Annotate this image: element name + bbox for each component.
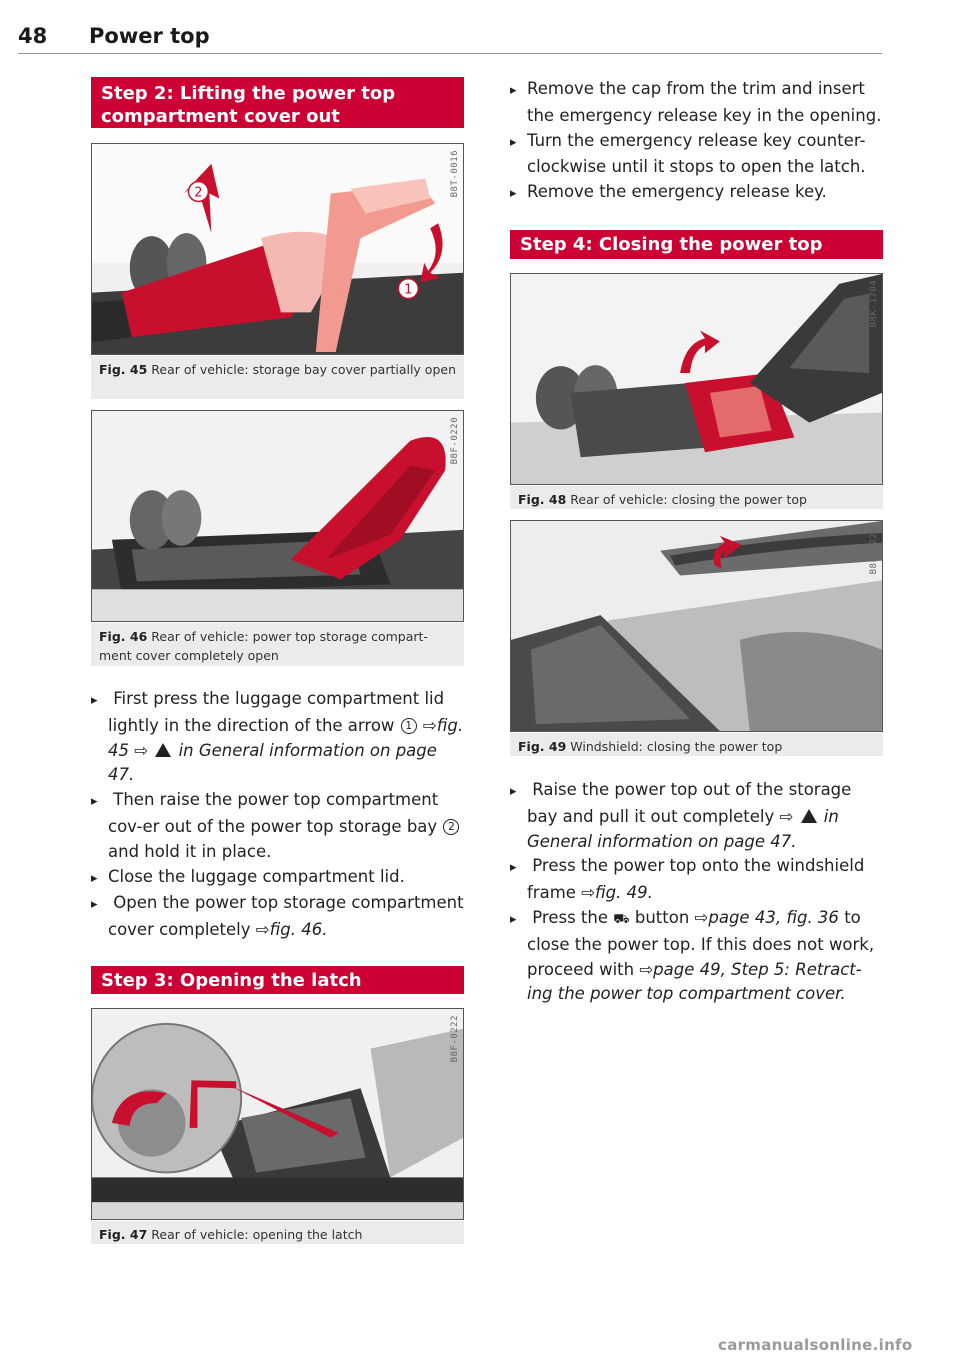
- figure-46-caption: [91, 623, 464, 666]
- left-step-4-text: Open the power top storage compartment cover completely: [108, 893, 464, 940]
- figure-45: [91, 143, 464, 355]
- figure-49: [510, 520, 883, 732]
- watermark: carmanualsonline.info: [718, 1336, 913, 1354]
- figure-46-caption-text: Rear of vehicle: power top storage compart-ment cover completely open: [99, 629, 428, 663]
- ref-page-49[interactable]: page 49, Step 5: Retract-ing the power top compartment cover.: [527, 959, 862, 1004]
- figure-47-illustration: [92, 1009, 463, 1219]
- right-step-6-post: button: [634, 907, 690, 927]
- figure-48-caption: [510, 486, 883, 509]
- right-step-4: ▸ Raise the power top out of the storage bay and pull it out completely ⇨ ! in General information on page 47.: [510, 778, 883, 854]
- right-step-5-text: Press the power top onto the windshield frame: [527, 856, 865, 903]
- figure-45-caption-text: Rear of vehicle: storage bay cover partially open: [151, 362, 457, 377]
- left-step-2: [91, 788, 464, 864]
- ref-fig-45[interactable]: fig. 45: [108, 715, 464, 760]
- right-step-2-text: Turn the emergency release key counter-clockwise until it stops to open the latch.: [527, 130, 866, 177]
- ref-page-43[interactable]: page 43, fig. 36: [708, 907, 839, 927]
- figure-48-illustration: [511, 274, 882, 484]
- right-step-3-text: Remove the emergency release key.: [527, 182, 827, 202]
- right-step-4-text: Raise the power top out of the storage bay and pull it out completely: [527, 780, 852, 826]
- right-step-5: ▸ Press the power top onto the windshield frame ⇨fig. 49.: [510, 854, 883, 906]
- figure-49-caption-text: Windshield: closing the power top: [570, 739, 783, 754]
- left-step-1-text: First press the luggage compartment lid lightly in the direction of the arrow: [108, 689, 445, 735]
- right-step-3: [510, 180, 883, 207]
- step2-heading: Step 2: Lifting the power top compartment cover out: [91, 77, 464, 128]
- figure-49-label: Fig. 49: [518, 739, 567, 754]
- right-step-6: ▸ Press the ⛟ button ⇨page 43, fig. 36 to close the power top. If this does not work, proceed with ⇨page 49, Step 5: Retract-ing the power top compartment cover.: [510, 906, 883, 1007]
- figure-45-marker-2: 2: [194, 185, 203, 201]
- figure-46: [91, 410, 464, 622]
- figure-49-illustration: [511, 521, 882, 731]
- figure-45-code: B8T-0016: [450, 150, 460, 198]
- left-step-3-text: Close the luggage compartment lid.: [108, 866, 405, 886]
- figure-47-caption: [91, 1221, 464, 1244]
- right-step-6-pre: Press the: [532, 907, 608, 927]
- ref-fig-46[interactable]: fig. 46.: [269, 920, 328, 940]
- section-title: Power top: [89, 24, 210, 48]
- right-instructions-bottom: [510, 778, 883, 1007]
- marker-2: 2: [443, 819, 459, 835]
- ref-general-info-2[interactable]: in General information on page 47.: [527, 806, 839, 851]
- left-step-3: [91, 865, 464, 892]
- figure-48: [510, 273, 883, 485]
- figure-47-label: Fig. 47: [99, 1227, 148, 1242]
- ref-fig-49[interactable]: fig. 49.: [595, 883, 653, 903]
- ref-general-info[interactable]: in General information on page 47.: [108, 740, 437, 785]
- left-instructions: [91, 687, 464, 943]
- step4-heading: Step 4: Closing the power top: [510, 230, 883, 259]
- figure-46-code: B8F-0220: [450, 417, 460, 465]
- right-step-1-text: Remove the cap from the trim and insert the emergency release key in the opening.: [527, 79, 882, 125]
- left-step-2-text: Then raise the power top compartment cov-er out of the power top storage bay: [108, 790, 439, 836]
- left-step-1: ▸ First press the luggage compartment lid lightly in the direction of the arrow 1 ⇨fig. 45 ⇨ ! in General information on page 47.: [91, 687, 464, 788]
- figure-47-caption-text: Rear of vehicle: opening the latch: [151, 1227, 363, 1242]
- step3-heading: Step 3: Opening the latch: [91, 966, 464, 994]
- figure-48-label: Fig. 48: [518, 492, 567, 507]
- power-top-button-icon: ⛟: [613, 911, 630, 927]
- figure-45-label: Fig. 45: [99, 362, 148, 377]
- figure-48-caption-text: Rear of vehicle: closing the power top: [570, 492, 807, 507]
- right-step-2: [510, 129, 883, 181]
- figure-46-illustration: [92, 411, 463, 621]
- figure-45-marker-1: 1: [404, 282, 413, 298]
- header-rule: [18, 53, 882, 54]
- right-instructions-top: [510, 77, 883, 207]
- left-step-2-tail: and hold it in place.: [108, 841, 272, 861]
- warning-icon: [155, 743, 171, 757]
- figure-45-illustration: [92, 144, 463, 354]
- warning-icon-2: [801, 809, 817, 823]
- left-step-4: ▸ Open the power top storage compartment cover completely ⇨fig. 46.: [91, 891, 464, 943]
- page-number: 48: [18, 24, 48, 48]
- figure-48-code: B8K-1704: [869, 280, 879, 328]
- figure-45-caption: [91, 356, 464, 399]
- figure-47: [91, 1008, 464, 1220]
- figure-49-code: B8F-0223: [869, 527, 879, 575]
- figure-46-label: Fig. 46: [99, 629, 148, 644]
- figure-47-code: B8F-0222: [450, 1015, 460, 1063]
- right-step-6-mid: to close the power top. If this does not work, proceed with: [527, 907, 875, 979]
- right-step-1: [510, 77, 883, 129]
- figure-49-caption: [510, 733, 883, 756]
- marker-1: 1: [401, 718, 417, 734]
